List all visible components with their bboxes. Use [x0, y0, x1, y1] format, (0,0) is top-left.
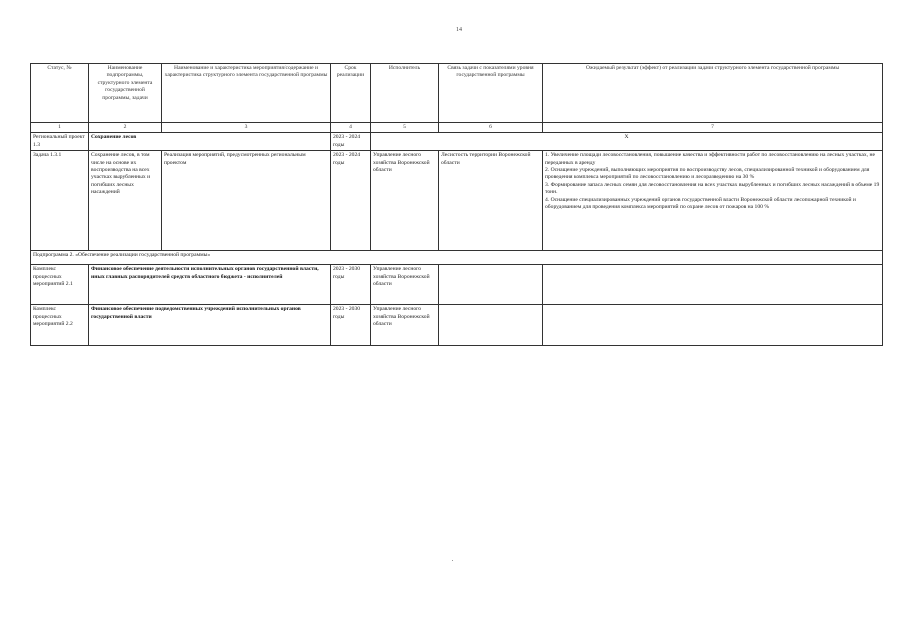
task-results: [543, 151, 883, 251]
header-executor: Исполнитель: [371, 64, 439, 123]
column-number: 1: [31, 123, 89, 133]
column-number-row: [31, 123, 883, 133]
complex-2-2-result: [543, 305, 883, 346]
complex-2-1-status: Комплекс процессных мероприятий 2.1: [31, 265, 89, 305]
complex-2-1-term: 2023 - 2030 годы: [331, 265, 371, 305]
result-item: 2. Оснащение учреждений, выполняющих мероприятия по воспроизводству лесов, специализированной техникой и оборудованием для проведения комплекса мероприятий по лесовосстановлению и лесоразведению на 30 %: [545, 167, 870, 181]
program-table: [30, 63, 883, 346]
header-result: Ожидаемый результат (эффект) от реализации задачи структурного элемента государственной программы: [543, 64, 883, 123]
column-number: 7: [543, 123, 883, 133]
subprogram-title: Подпрограмма 2. «Обеспечение реализации государственной программы»: [31, 251, 883, 265]
header-indicator: Связь задачи с показателями уровня государственной программы: [439, 64, 543, 123]
complex-2-1-executor: Управление лесного хозяйства Воронежской области: [371, 265, 439, 305]
column-number: 4: [331, 123, 371, 133]
complex-2-2-executor: Управление лесного хозяйства Воронежской области: [371, 305, 439, 346]
task-term: 2023 - 2024 годы: [331, 151, 371, 251]
task-status: Задача 1.3.1: [31, 151, 89, 251]
complex-2-2-name: Финансовое обеспечение подведомственных учреждений исполнительных органов государственной власти: [89, 305, 331, 346]
table-row-project: [31, 133, 883, 151]
complex-2-2-term: 2023 - 2030 годы: [331, 305, 371, 346]
column-number: 2: [89, 123, 162, 133]
column-number: 6: [439, 123, 543, 133]
task-description: Реализация мероприятий, предусмотренных региональным проектом: [162, 151, 331, 251]
scan-speck: [452, 560, 453, 561]
task-executor: Управление лесного хозяйства Воронежской области: [371, 151, 439, 251]
complex-2-1-name: Финансовое обеспечение деятельности исполнительных органов государственной власти, иных главных распорядителей средств областного бюджета - исполнителей: [89, 265, 331, 305]
complex-2-1-result: [543, 265, 883, 305]
header-term: Срок реализации: [331, 64, 371, 123]
task-indicator: Лесистость территории Воронежской области: [439, 151, 543, 251]
table-row-complex-2-2: [31, 305, 883, 346]
table-row-task: [31, 151, 883, 251]
table-row-complex-2-1: [31, 265, 883, 305]
header-description: Наименование и характеристика мероприятия/содержание и характеристика структурного элемента государственной программы: [162, 64, 331, 123]
header-row: [31, 64, 883, 123]
result-item: 3. Формирование запаса лесных семян для лесовосстановления на всех участках вырубленных и погибших лесных насаждений в объеме 19 тонн.: [545, 181, 880, 196]
project-not-applicable-mark: X: [371, 133, 883, 151]
result-item: 1. Увеличение площади лесовосстановления, повышение качества и эффективности работ по лесовосстановлению на лесных участках, не переданных в аренду: [545, 152, 875, 166]
column-number: 3: [162, 123, 331, 133]
page-number: 14: [456, 27, 462, 33]
complex-2-2-indicator: [439, 305, 543, 346]
task-name: Сохранение лесов, в том числе на основе их воспроизводства на всех участках вырубленных и погибших лесных насаждений: [89, 151, 162, 251]
complex-2-2-status: Комплекс процессных мероприятий 2.2: [31, 305, 89, 346]
column-number: 5: [371, 123, 439, 133]
project-term: 2023 - 2024 годы: [331, 133, 371, 151]
header-name: Наименование подпрограммы, структурного элемента государственной программы, задачи: [89, 64, 162, 123]
header-status: Статус, №: [31, 64, 89, 123]
project-name: Сохранение лесов: [89, 133, 331, 151]
project-status: Региональный проект 1.3: [31, 133, 89, 151]
complex-2-1-indicator: [439, 265, 543, 305]
result-item: 4. Оснащение специализированных учреждений органов государственной власти Воронежской области лесопожарной техникой и оборудованием для проведения комплекса мероприятий по охране лесов от пожаров на 100 %: [545, 196, 856, 211]
table-row-subprogram: [31, 251, 883, 265]
